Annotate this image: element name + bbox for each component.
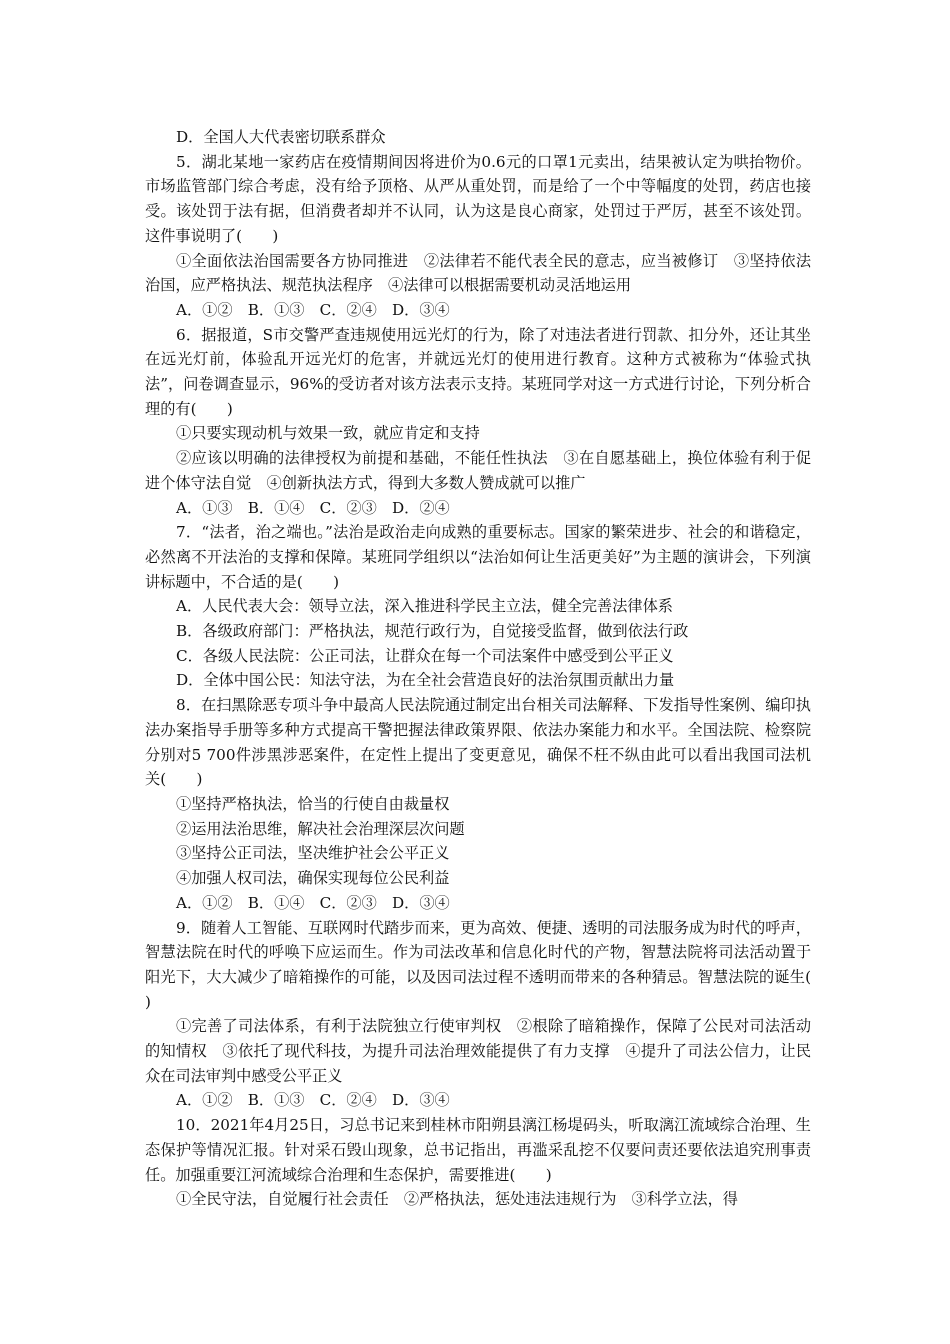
q5-stem: 5．湖北某地一家药店在疫情期间因将进价为0.6元的口罩1元卖出，结果被认定为哄抬物价。市场监管部门综合考虑，没有给予顶格、从严从重处罚，而是给了一个中等幅度的处罚，药店也接受。该处罚于法有据，但消费者却并不认同，认为这是良心商家，处罚过于严厉，甚至不该处罚。这件事说明了( ): [145, 152, 811, 245]
q8-statement-1: ①坚持严格执法，恰当的行使自由裁量权: [176, 794, 450, 813]
q9-statements: ①完善了司法体系，有利于法院独立行使审判权 ②根除了暗箱操作，保障了公民对司法活动的知情权 ③依托了现代科技，为提升司法治理效能提供了有力支撑 ④提升了司法公信力，让民众在司法审判中感受公平正义: [145, 1017, 811, 1085]
q8-statement-2: ②运用法治思维，解决社会治理深层次问题: [176, 819, 465, 838]
q10-statements-partial: ①全民守法，自觉履行社会责任 ②严格执法，惩处违法违规行为 ③科学立法，得: [176, 1190, 738, 1209]
q6-statements-rest: ②应该以明确的法律授权为前提和基础，不能任性执法 ③在自愿基础上，换位体验有利于促进个体守法自觉 ④创新执法方式，得到大多数人赞成就可以推广: [145, 449, 811, 492]
q7-option-d: D．全体中国公民：知法守法，为在全社会营造良好的法治氛围贡献出力量: [176, 671, 675, 690]
q6-choices: A．①③ B．①④ C．②③ D．②④: [176, 498, 450, 517]
q8-statement-4: ④加强人权司法，确保实现每位公民利益: [176, 869, 450, 888]
q6-stem: 6．据报道，S市交警严查违规使用远光灯的行为，除了对违法者进行罚款、扣分外，还让其坐在远光灯前，体验乱开远光灯的危害，并就远光灯的使用进行教育。这种方式被称为“体验式执法”，问卷调查显示，96%的受访者对该方法表示支持。某班同学对这一方式进行讨论，下列分析合理的有( ): [145, 325, 811, 418]
q8-statement-3: ③坚持公正司法，坚决维护社会公平正义: [176, 844, 450, 863]
q7-stem: 7．“法者，治之端也。”法治是政治走向成熟的重要标志。国家的繁荣进步、社会的和谐稳定，必然离不开法治的支撑和保障。某班同学组织以“法治如何让生活更美好”为主题的演讲会，下列演讲标题中，不合适的是( ): [145, 523, 811, 591]
q5-choices: A．①② B．①③ C．②④ D．③④: [176, 300, 450, 319]
q6-statement-1: ①只要实现动机与效果一致，就应肯定和支持: [176, 424, 480, 443]
q9-stem: 9．随着人工智能、互联网时代踏步而来，更为高效、便捷、透明的司法服务成为时代的呼声，智慧法院在时代的呼唤下应运而生。作为司法改革和信息化时代的产物，智慧法院将司法活动置于阳光下，大大减少了暗箱操作的可能，以及因司法过程不透明而带来的各种猜忌。智慧法院的诞生( ): [145, 918, 842, 1011]
q10-stem: 10．2021年4月25日，习总书记来到桂林市阳朔县漓江杨堤码头，听取漓江流域综合治理、生态保护等情况汇报。针对采石毁山现象，总书记指出，再滥采乱挖不仅要问责还要依法追究刑事责任。加强重要江河流域综合治理和生态保护，需要推进( ): [145, 1116, 811, 1184]
q7-option-c: C．各级人民法院：公正司法，让群众在每一个司法案件中感受到公平正义: [176, 646, 674, 665]
q8-choices: A．①② B．①④ C．②③ D．③④: [176, 893, 450, 912]
q7-option-a: A．人民代表大会：领导立法，深入推进科学民主立法，健全完善法律体系: [176, 597, 673, 616]
q4-option-d: D．全国人大代表密切联系群众: [176, 128, 386, 146]
document-page: [145, 125, 842, 1212]
q5-statements: ①全面依法治国需要各方协同推进 ②法律若不能代表全民的意志，应当被修订 ③坚持依法治国，应严格执法、规范执法程序 ④法律可以根据需要机动灵活地运用: [145, 251, 811, 295]
q7-option-b: B．各级政府部门：严格执法，规范行政行为，自觉接受监督，做到依法行政: [176, 622, 689, 641]
q9-choices: A．①② B．①③ C．②④ D．③④: [176, 1091, 450, 1110]
q8-stem: 8．在扫黑除恶专项斗争中最高人民法院通过制定出台相关司法解释、下发指导性案例、编印执法办案指导手册等多种方式提高干警把握法律政策界限、依法办案能力和水平。全国法院、检察院分别对5 700件涉黑涉恶案件，在定性上提出了变更意见，确保不枉不纵由此可以看出我国司法机关( ): [145, 696, 811, 789]
